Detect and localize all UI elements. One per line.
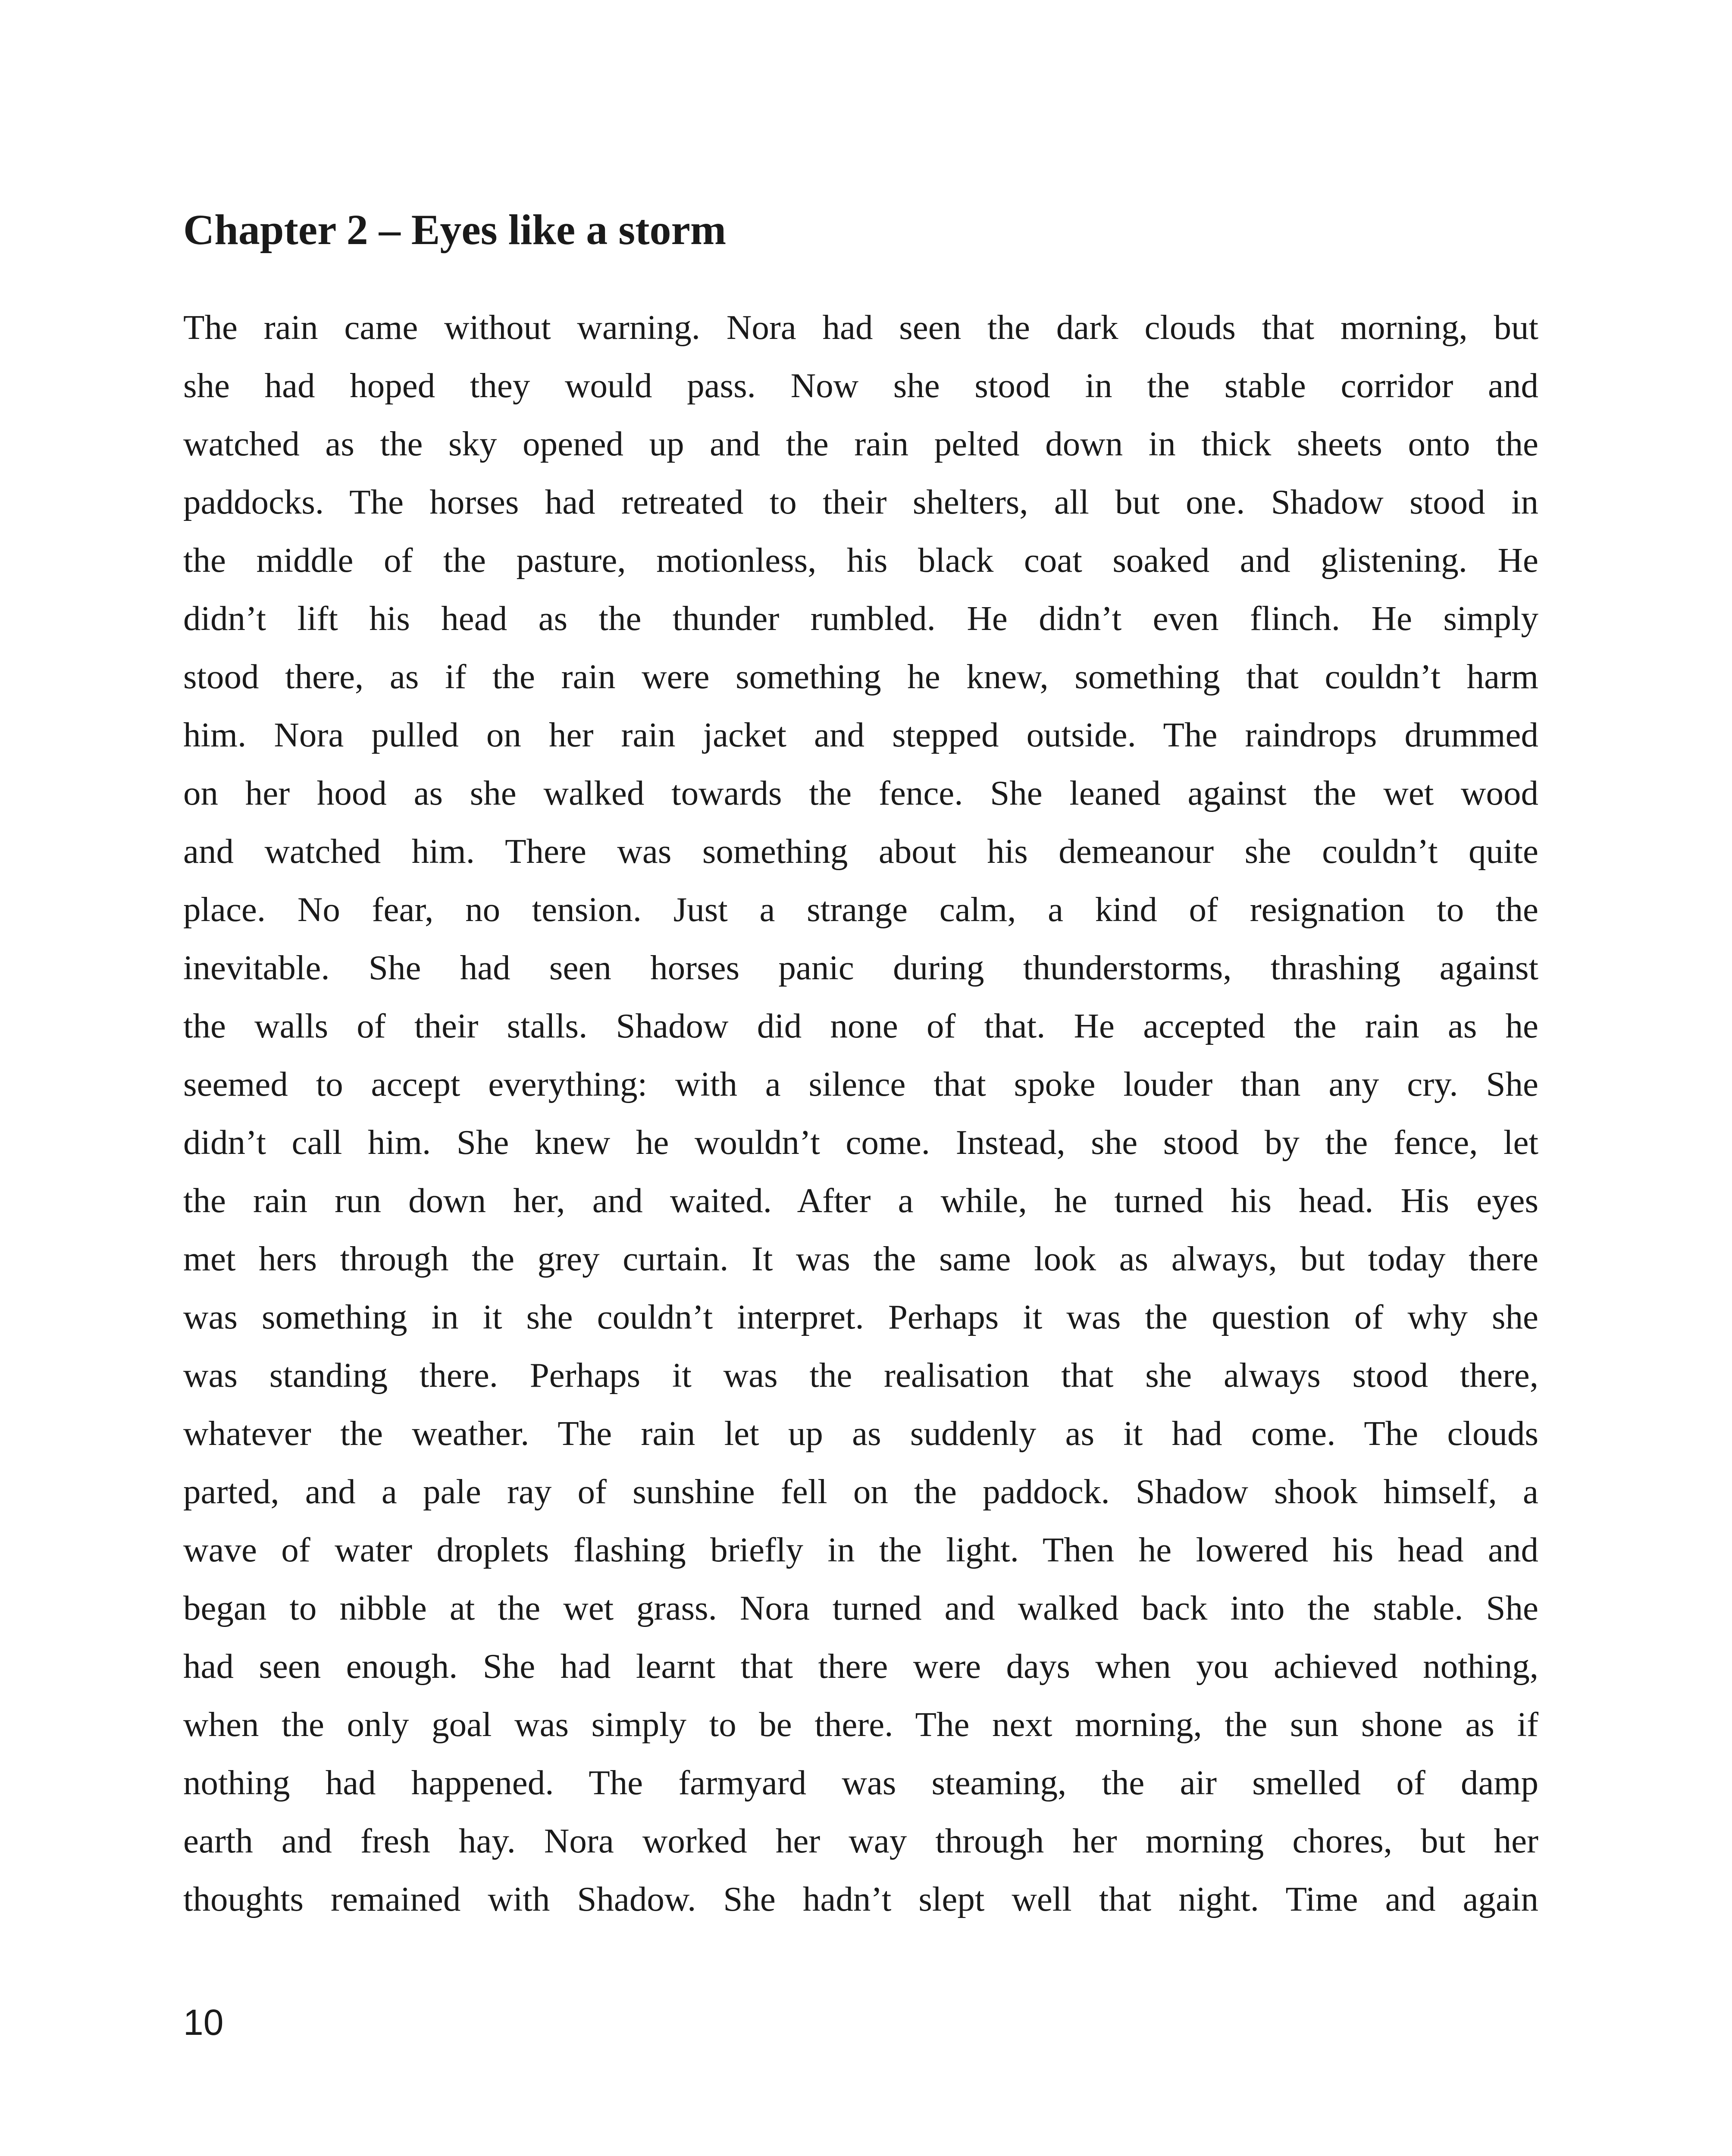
text-line: paddocks. The horses had retreated to their shelters, all but one. Shadow stood in xyxy=(183,483,1538,521)
text-line: was standing there. Perhaps it was the realisation that she always stood there, xyxy=(183,1356,1538,1395)
text-line: the walls of their stalls. Shadow did none of that. He accepted the rain as he xyxy=(183,1006,1538,1045)
text-line: the middle of the pasture, motionless, his black coat soaked and glistening. He xyxy=(183,541,1538,580)
text-line: parted, and a pale ray of sunshine fell on the paddock. Shadow shook himself, a xyxy=(183,1472,1538,1511)
text-line: earth and fresh hay. Nora worked her way through her morning chores, but her xyxy=(183,1821,1538,1860)
text-line: when the only goal was simply to be there. The next morning, the sun shone as if xyxy=(183,1705,1538,1744)
text-line: whatever the weather. The rain let up as suddenly as it had come. The clouds xyxy=(183,1414,1538,1453)
text-line: seemed to accept everything: with a silence that spoke louder than any cry. She xyxy=(183,1065,1538,1103)
chapter-title: Chapter 2 – Eyes like a storm xyxy=(183,206,727,254)
text-line: began to nibble at the wet grass. Nora turned and walked back into the stable. She xyxy=(183,1589,1538,1627)
text-line: stood there, as if the rain were something he knew, something that couldn’t harm xyxy=(183,657,1538,696)
text-line: him. Nora pulled on her rain jacket and stepped outside. The raindrops drummed xyxy=(183,715,1538,754)
text-line: and watched him. There was something about his demeanour she couldn’t quite xyxy=(183,832,1538,871)
text-line: she had hoped they would pass. Now she stood in the stable corridor and xyxy=(183,366,1538,405)
text-line: had seen enough. She had learnt that there were days when you achieved nothing, xyxy=(183,1647,1538,1686)
text-line: place. No fear, no tension. Just a strange calm, a kind of resignation to the xyxy=(183,890,1538,929)
text-line: met hers through the grey curtain. It was the same look as always, but today there xyxy=(183,1239,1538,1278)
page-number: 10 xyxy=(183,2002,224,2043)
body-text xyxy=(183,298,1538,1928)
text-line: didn’t lift his head as the thunder rumbled. He didn’t even flinch. He simply xyxy=(183,599,1538,638)
text-line: nothing had happened. The farmyard was steaming, the air smelled of damp xyxy=(183,1763,1538,1802)
text-line: wave of water droplets flashing briefly in the light. Then he lowered his head and xyxy=(183,1530,1538,1569)
text-line: thoughts remained with Shadow. She hadn’t slept well that night. Time and again xyxy=(183,1880,1538,1918)
text-line: on her hood as she walked towards the fence. She leaned against the wet wood xyxy=(183,774,1538,812)
text-line: watched as the sky opened up and the rain pelted down in thick sheets onto the xyxy=(183,424,1538,463)
text-line: the rain run down her, and waited. After a while, he turned his head. His eyes xyxy=(183,1181,1538,1220)
text-line: inevitable. She had seen horses panic during thunderstorms, thrashing against xyxy=(183,948,1538,987)
text-line: The rain came without warning. Nora had seen the dark clouds that morning, but xyxy=(183,308,1538,347)
text-line: didn’t call him. She knew he wouldn’t come. Instead, she stood by the fence, let xyxy=(183,1123,1538,1162)
text-line: was something in it she couldn’t interpret. Perhaps it was the question of why she xyxy=(183,1297,1538,1336)
